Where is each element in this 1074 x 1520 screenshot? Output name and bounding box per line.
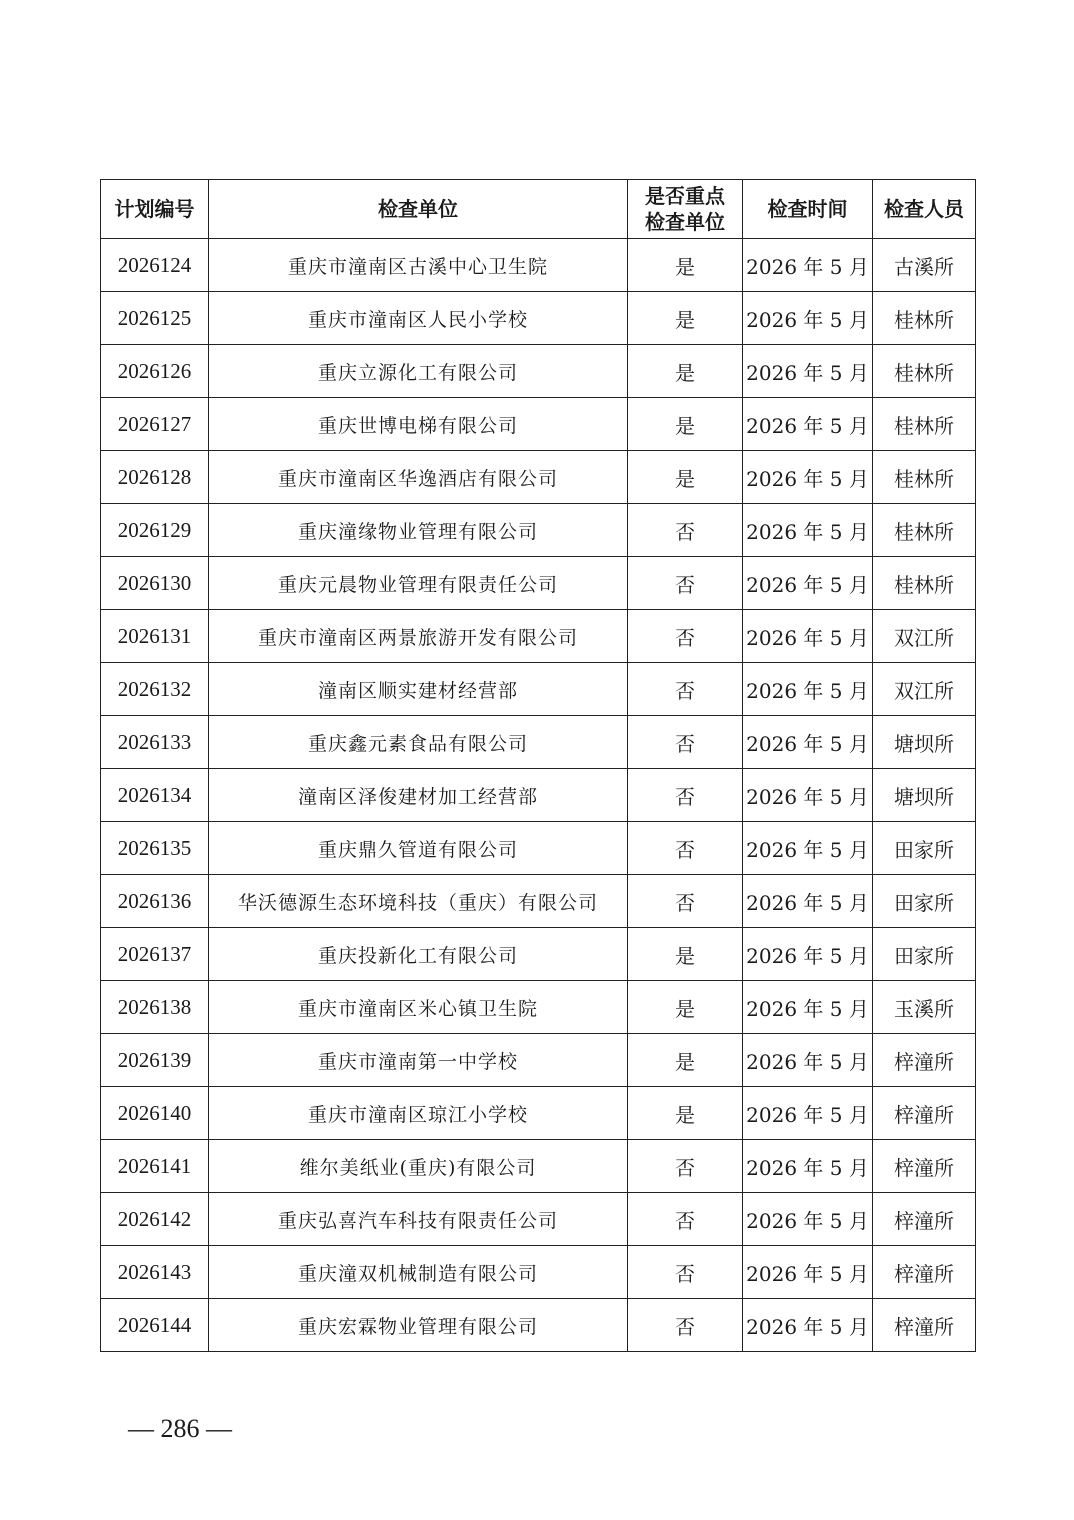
cell-key-unit: 否 xyxy=(628,716,743,769)
cell-inspector: 桂林所 xyxy=(873,504,976,557)
cell-time: 2026 年 5 月 xyxy=(743,822,873,875)
cell-inspector: 桂林所 xyxy=(873,398,976,451)
cell-plan-id: 2026135 xyxy=(101,822,209,875)
cell-plan-id: 2026137 xyxy=(101,928,209,981)
cell-key-unit: 否 xyxy=(628,769,743,822)
header-time: 检查时间 xyxy=(743,180,873,239)
cell-key-unit: 是 xyxy=(628,239,743,292)
cell-time: 2026 年 5 月 xyxy=(743,610,873,663)
cell-unit: 重庆市潼南区华逸酒店有限公司 xyxy=(209,451,628,504)
cell-unit: 维尔美纸业(重庆)有限公司 xyxy=(209,1140,628,1193)
cell-time: 2026 年 5 月 xyxy=(743,398,873,451)
cell-plan-id: 2026139 xyxy=(101,1034,209,1087)
table-row xyxy=(101,398,976,451)
cell-key-unit: 否 xyxy=(628,504,743,557)
cell-plan-id: 2026124 xyxy=(101,239,209,292)
cell-unit: 重庆潼缘物业管理有限公司 xyxy=(209,504,628,557)
cell-inspector: 玉溪所 xyxy=(873,981,976,1034)
cell-time: 2026 年 5 月 xyxy=(743,981,873,1034)
table-row xyxy=(101,451,976,504)
cell-time: 2026 年 5 月 xyxy=(743,663,873,716)
cell-time: 2026 年 5 月 xyxy=(743,1140,873,1193)
cell-time: 2026 年 5 月 xyxy=(743,504,873,557)
cell-plan-id: 2026130 xyxy=(101,557,209,610)
table-row xyxy=(101,1087,976,1140)
cell-unit: 重庆市潼南区古溪中心卫生院 xyxy=(209,239,628,292)
cell-time: 2026 年 5 月 xyxy=(743,557,873,610)
table-row xyxy=(101,928,976,981)
cell-plan-id: 2026143 xyxy=(101,1246,209,1299)
header-key-unit-line1: 是否重点 xyxy=(645,184,725,208)
table-row xyxy=(101,1246,976,1299)
cell-time: 2026 年 5 月 xyxy=(743,1299,873,1352)
cell-plan-id: 2026131 xyxy=(101,610,209,663)
table-row xyxy=(101,822,976,875)
cell-inspector: 梓潼所 xyxy=(873,1299,976,1352)
cell-unit: 重庆市潼南区两景旅游开发有限公司 xyxy=(209,610,628,663)
cell-unit: 重庆投新化工有限公司 xyxy=(209,928,628,981)
cell-key-unit: 否 xyxy=(628,610,743,663)
cell-key-unit: 否 xyxy=(628,1246,743,1299)
cell-key-unit: 是 xyxy=(628,345,743,398)
table-row xyxy=(101,1034,976,1087)
cell-unit: 华沃德源生态环境科技（重庆）有限公司 xyxy=(209,875,628,928)
cell-key-unit: 否 xyxy=(628,1140,743,1193)
table-row xyxy=(101,1140,976,1193)
header-unit: 检查单位 xyxy=(209,180,628,239)
cell-inspector: 梓潼所 xyxy=(873,1193,976,1246)
table-row xyxy=(101,557,976,610)
cell-unit: 重庆市潼南区琼江小学校 xyxy=(209,1087,628,1140)
header-key-unit-line2: 检查单位 xyxy=(645,210,725,234)
cell-time: 2026 年 5 月 xyxy=(743,769,873,822)
cell-time: 2026 年 5 月 xyxy=(743,345,873,398)
cell-unit: 重庆市潼南区人民小学校 xyxy=(209,292,628,345)
cell-time: 2026 年 5 月 xyxy=(743,928,873,981)
cell-key-unit: 是 xyxy=(628,981,743,1034)
table-row xyxy=(101,345,976,398)
table-row xyxy=(101,292,976,345)
table-row xyxy=(101,1299,976,1352)
cell-unit: 重庆世博电梯有限公司 xyxy=(209,398,628,451)
table-row xyxy=(101,875,976,928)
cell-unit: 潼南区泽俊建材加工经营部 xyxy=(209,769,628,822)
cell-plan-id: 2026136 xyxy=(101,875,209,928)
cell-time: 2026 年 5 月 xyxy=(743,1193,873,1246)
cell-inspector: 梓潼所 xyxy=(873,1034,976,1087)
cell-plan-id: 2026126 xyxy=(101,345,209,398)
cell-time: 2026 年 5 月 xyxy=(743,1087,873,1140)
cell-key-unit: 否 xyxy=(628,557,743,610)
cell-inspector: 桂林所 xyxy=(873,292,976,345)
cell-plan-id: 2026128 xyxy=(101,451,209,504)
cell-inspector: 梓潼所 xyxy=(873,1087,976,1140)
cell-unit: 潼南区顺实建材经营部 xyxy=(209,663,628,716)
cell-inspector: 桂林所 xyxy=(873,345,976,398)
cell-plan-id: 2026129 xyxy=(101,504,209,557)
cell-inspector: 桂林所 xyxy=(873,557,976,610)
cell-unit: 重庆立源化工有限公司 xyxy=(209,345,628,398)
cell-plan-id: 2026140 xyxy=(101,1087,209,1140)
cell-unit: 重庆鼎久管道有限公司 xyxy=(209,822,628,875)
cell-plan-id: 2026138 xyxy=(101,981,209,1034)
cell-unit: 重庆市潼南区米心镇卫生院 xyxy=(209,981,628,1034)
table-row xyxy=(101,663,976,716)
cell-inspector: 塘坝所 xyxy=(873,716,976,769)
header-inspector: 检查人员 xyxy=(873,180,976,239)
cell-inspector: 梓潼所 xyxy=(873,1246,976,1299)
table-row xyxy=(101,769,976,822)
cell-inspector: 双江所 xyxy=(873,663,976,716)
cell-unit: 重庆潼双机械制造有限公司 xyxy=(209,1246,628,1299)
cell-time: 2026 年 5 月 xyxy=(743,1246,873,1299)
header-key-unit xyxy=(628,180,743,239)
inspection-plan-table xyxy=(100,179,976,1352)
table-row xyxy=(101,1193,976,1246)
cell-unit: 重庆鑫元素食品有限公司 xyxy=(209,716,628,769)
cell-unit: 重庆元晨物业管理有限责任公司 xyxy=(209,557,628,610)
table-body xyxy=(101,239,976,1352)
cell-inspector: 田家所 xyxy=(873,875,976,928)
cell-key-unit: 否 xyxy=(628,822,743,875)
cell-unit: 重庆宏霖物业管理有限公司 xyxy=(209,1299,628,1352)
cell-inspector: 双江所 xyxy=(873,610,976,663)
cell-plan-id: 2026144 xyxy=(101,1299,209,1352)
table-row xyxy=(101,610,976,663)
cell-unit: 重庆弘喜汽车科技有限责任公司 xyxy=(209,1193,628,1246)
cell-plan-id: 2026127 xyxy=(101,398,209,451)
cell-time: 2026 年 5 月 xyxy=(743,716,873,769)
cell-key-unit: 否 xyxy=(628,1193,743,1246)
page-number: — 286 — xyxy=(128,1414,232,1443)
cell-inspector: 塘坝所 xyxy=(873,769,976,822)
cell-inspector: 古溪所 xyxy=(873,239,976,292)
cell-plan-id: 2026132 xyxy=(101,663,209,716)
header-row xyxy=(101,180,976,239)
cell-inspector: 桂林所 xyxy=(873,451,976,504)
cell-unit: 重庆市潼南第一中学校 xyxy=(209,1034,628,1087)
table-row xyxy=(101,716,976,769)
table-row xyxy=(101,504,976,557)
cell-key-unit: 否 xyxy=(628,875,743,928)
cell-key-unit: 是 xyxy=(628,928,743,981)
cell-plan-id: 2026133 xyxy=(101,716,209,769)
cell-key-unit: 是 xyxy=(628,1034,743,1087)
cell-inspector: 梓潼所 xyxy=(873,1140,976,1193)
cell-time: 2026 年 5 月 xyxy=(743,1034,873,1087)
cell-key-unit: 否 xyxy=(628,663,743,716)
table-row xyxy=(101,981,976,1034)
cell-plan-id: 2026134 xyxy=(101,769,209,822)
cell-key-unit: 是 xyxy=(628,292,743,345)
header-plan-id: 计划编号 xyxy=(101,180,209,239)
cell-time: 2026 年 5 月 xyxy=(743,292,873,345)
cell-plan-id: 2026125 xyxy=(101,292,209,345)
cell-time: 2026 年 5 月 xyxy=(743,239,873,292)
table-header xyxy=(101,180,976,239)
cell-time: 2026 年 5 月 xyxy=(743,451,873,504)
cell-inspector: 田家所 xyxy=(873,822,976,875)
cell-inspector: 田家所 xyxy=(873,928,976,981)
cell-plan-id: 2026141 xyxy=(101,1140,209,1193)
cell-key-unit: 是 xyxy=(628,398,743,451)
cell-key-unit: 是 xyxy=(628,1087,743,1140)
cell-time: 2026 年 5 月 xyxy=(743,875,873,928)
cell-plan-id: 2026142 xyxy=(101,1193,209,1246)
table-row xyxy=(101,239,976,292)
cell-key-unit: 是 xyxy=(628,451,743,504)
cell-key-unit: 否 xyxy=(628,1299,743,1352)
